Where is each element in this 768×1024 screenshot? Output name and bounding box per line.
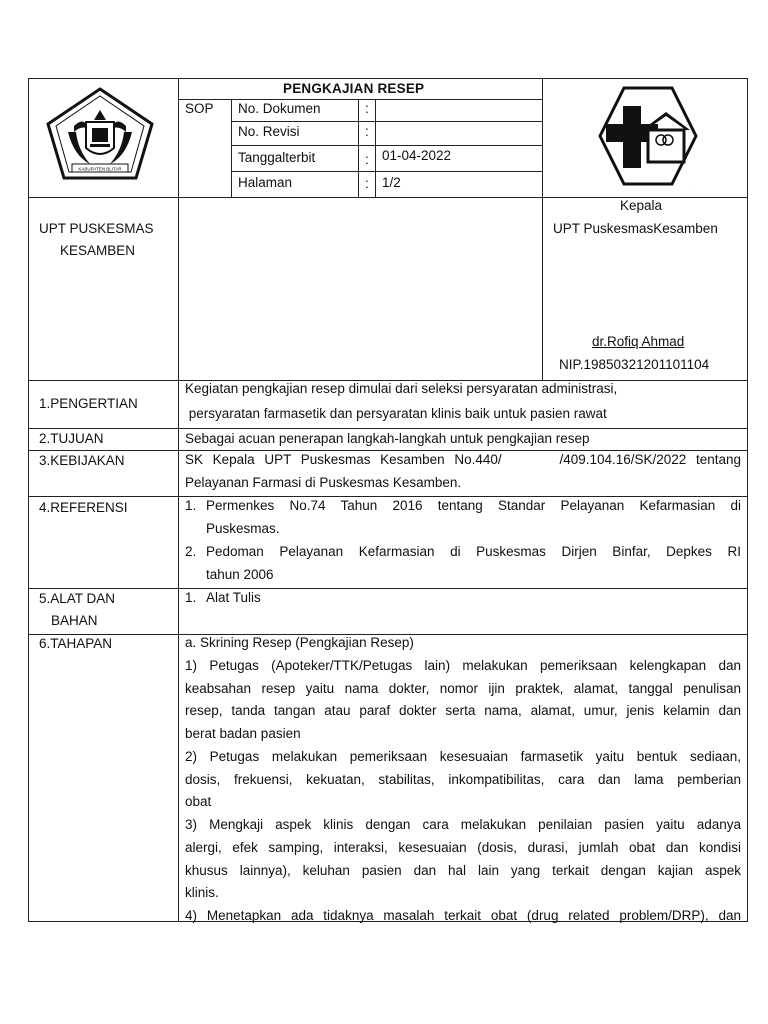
org-name-line2: KESAMBEN: [60, 243, 136, 258]
alat-label-line2: BAHAN: [51, 613, 98, 628]
table-border: [542, 78, 543, 380]
alat-label-line1: 5.ALAT DAN: [39, 591, 116, 606]
tahapan-line: 2) Petugas melakukan pemeriksaan kesesuaian farmasetik yaitu bentuk sediaan,: [185, 748, 741, 764]
referensi-item-line1: Permenkes No.74 Tahun 2016 tentang Standar Pelayanan Kefarmasian di: [206, 498, 741, 513]
table-border: [231, 121, 542, 122]
table-border: [375, 99, 376, 197]
no-dokumen-colon: :: [365, 101, 369, 116]
table-border: [231, 171, 542, 172]
tanggal-terbit-value: 01-04-2022: [382, 148, 452, 163]
no-revisi-label: No. Revisi: [238, 124, 300, 139]
referensi-item-line2: Puskesmas.: [206, 521, 280, 536]
tahapan-line: 1) Petugas (Apoteker/TTK/Petugas lain) melakukan pemeriksaan kelengkapan dan: [185, 657, 741, 673]
table-border: [747, 78, 748, 922]
pengertian-label: 1.PENGERTIAN: [39, 396, 138, 411]
tanggal-terbit-colon: :: [365, 152, 369, 167]
emblem-caption: KABUPATEN BLITAR: [78, 166, 122, 172]
referensi-item-line2: tahun 2006: [206, 567, 274, 582]
alat-item-number: 1.: [185, 590, 197, 605]
tahapan-line: resep, tanda tangan atau paraf dokter serta nama, alamat, umur, jenis kelamin dan: [185, 703, 741, 719]
table-border: [28, 588, 748, 589]
tahapan-line: keabsahan resep yaitu nama dokter, nomor ijin praktek, alamat, tanggal penulisan: [185, 680, 741, 696]
referensi-label: 4.REFERENSI: [39, 500, 128, 515]
sop-label: SOP: [185, 101, 214, 116]
tanggal-terbit-label: Tanggalterbit: [238, 150, 316, 165]
table-border: [28, 78, 29, 922]
kebijakan-line2: Pelayanan Farmasi di Puskesmas Kesamben.: [185, 475, 462, 490]
referensi-item-line1: Pedoman Pelayanan Kefarmasian di Puskesmas Dirjen Binfar, Depkes RI: [206, 544, 741, 559]
halaman-colon: :: [365, 176, 369, 191]
head-title: Kepala: [620, 198, 663, 213]
table-border: [231, 99, 232, 197]
puskesmas-logo: [596, 84, 700, 188]
tahapan-line: obat: [185, 794, 212, 810]
svg-text:.: .: [694, 184, 696, 188]
halaman-value: 1/2: [382, 175, 401, 190]
table-border: [28, 428, 748, 429]
table-border: [178, 99, 542, 100]
table-border: [178, 78, 179, 922]
table-border: [231, 145, 542, 146]
tahapan-label: 6.TAHAPAN: [39, 636, 113, 651]
tahapan-line: 3) Mengkaji aspek klinis dengan cara melakukan penilaian pasien yaitu adanya: [185, 817, 741, 832]
tahapan-line: alergi, efek samping, interaksi, kesesuaian (dosis, durasi, jumlah obat dan kondisi: [185, 839, 741, 855]
tujuan-text: Sebagai acuan penerapan langkah-langkah untuk pengkajian resep: [185, 431, 590, 446]
pengertian-line: persyaratan farmasetik dan persyaratan klinis baik untuk pasien rawat: [185, 406, 607, 421]
document-title: PENGKAJIAN RESEP: [283, 81, 425, 96]
no-revisi-colon: :: [365, 124, 369, 139]
kebijakan-line1: SK Kepala UPT Puskesmas Kesamben No.440/ /409.104.16/SK/2022 tentang: [185, 452, 741, 467]
tahapan-line: klinis.: [185, 885, 219, 901]
alat-item-text: Alat Tulis: [206, 590, 261, 605]
tahapan-line: 4) Menetapkan ada tidaknya masalah terkait obat (drug related problem/DRP), dan: [185, 908, 741, 923]
tujuan-label: 2.TUJUAN: [39, 431, 104, 446]
org-name-line1: UPT PUSKESMAS: [39, 221, 154, 236]
pengertian-line: Kegiatan pengkajian resep dimulai dari seleksi persyaratan administrasi,: [185, 381, 618, 396]
referensi-item-number: 1.: [185, 498, 197, 513]
head-unit: UPT PuskesmasKesamben: [553, 221, 718, 236]
tahapan-line: berat badan pasien: [185, 726, 301, 741]
head-nip: NIP.19850321201101104: [559, 357, 710, 372]
tahapan-line: khusus lainnya), keluhan pasien dan hal lain yang terkait dengan kajian aspek: [185, 862, 741, 878]
table-border: [28, 78, 748, 79]
halaman-label: Halaman: [238, 175, 293, 190]
no-dokumen-label: No. Dokumen: [238, 101, 321, 116]
head-name: dr.Rofiq Ahmad: [592, 334, 685, 349]
kebijakan-label: 3.KEBIJAKAN: [39, 453, 125, 468]
tahapan-line: dosis, frekuensi, kekuatan, stabilitas, inkompatibilitas, cara dan lama pemberian: [185, 771, 741, 787]
tahapan-line: a. Skrining Resep (Pengkajian Resep): [185, 635, 414, 650]
referensi-item-number: 2.: [185, 544, 197, 559]
kabupaten-emblem-logo: [44, 86, 156, 182]
table-border: [358, 99, 359, 197]
